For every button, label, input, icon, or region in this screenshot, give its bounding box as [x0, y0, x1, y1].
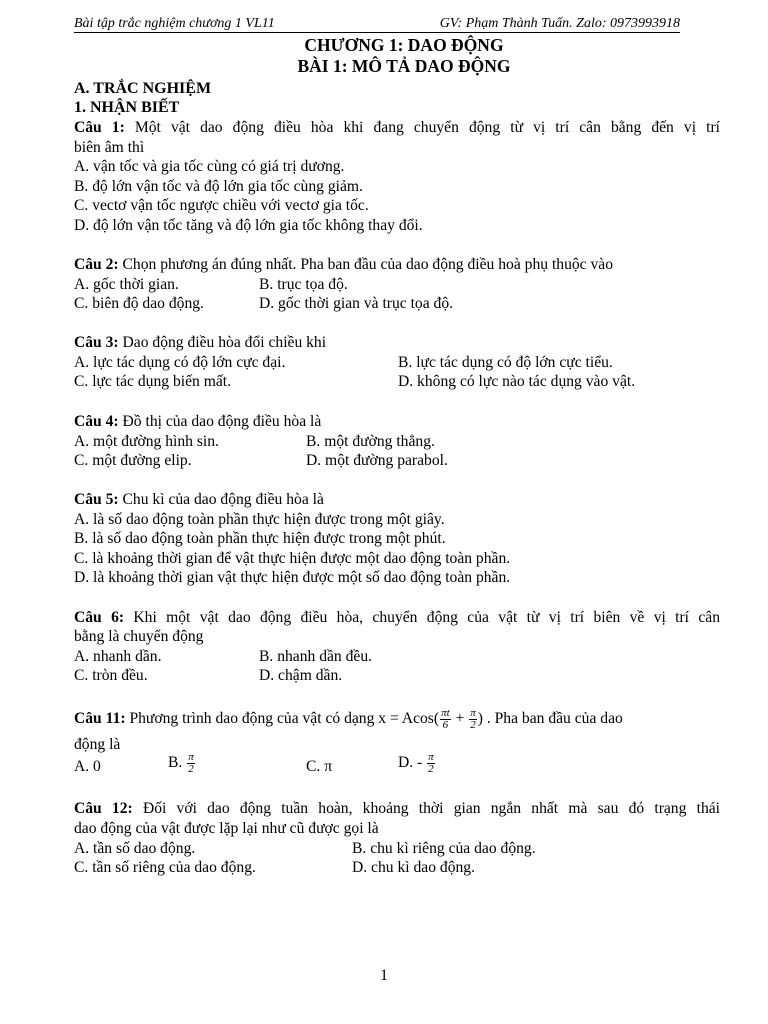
question-2-label: Câu 2:	[74, 256, 119, 273]
page-header	[74, 12, 680, 33]
question-4-label: Câu 4:	[74, 413, 119, 430]
question-12-line-1	[74, 799, 720, 819]
page-number: 1	[380, 967, 388, 984]
fraction-numerator: πt	[441, 707, 450, 719]
question-2-option-b: B. trục tọa độ.	[259, 276, 348, 293]
question-6-option-b: B. nhanh dần đều.	[259, 648, 373, 665]
option-b-fraction	[187, 752, 195, 775]
question-5-line	[74, 490, 324, 510]
question-12-option-b: B. chu kì riêng của dao động.	[352, 840, 536, 857]
fraction-denominator: 2	[188, 763, 194, 775]
question-6-option-d: D. chậm dần.	[259, 667, 343, 684]
question-11-plus: +	[451, 710, 469, 728]
question-4-option-b: B. một đường thẳng.	[306, 433, 435, 450]
question-11-option-d	[398, 752, 436, 775]
question-11-option-a: A. 0	[74, 758, 101, 775]
question-1-line-1	[74, 118, 720, 138]
header-right: GV: Phạm Thành Tuấn. Zalo: 0973993918	[439, 16, 680, 31]
question-1-option-c: C. vectơ vận tốc ngược chiều với vectơ gia tốc.	[74, 197, 369, 214]
question-4-text: Đồ thị của dao động điều hòa là	[118, 413, 322, 430]
question-1-option-d: D. độ lớn vận tốc tăng và độ lớn gia tốc không thay đổi.	[74, 217, 423, 234]
question-1-option-b: B. độ lớn vận tốc và độ lớn gia tốc cùng giảm.	[74, 178, 363, 195]
question-1-label: Câu 1:	[74, 119, 125, 136]
option-d-fraction	[427, 752, 435, 775]
question-12-text: Đối với dao động tuần hoàn, khoảng thời gian ngắn nhất mà sau đó trạng thái	[132, 800, 720, 817]
question-5-option-b: B. là số dao động toàn phần thực hiện được trong một phút.	[74, 530, 446, 547]
question-2-option-c: C. biên độ dao động.	[74, 295, 204, 312]
question-6-text: Khi một vật dao động điều hòa, chuyển động của vật từ vị trí biên về vị trí cân	[124, 609, 720, 626]
lesson-title: BÀI 1: MÔ TẢ DAO ĐỘNG	[297, 56, 511, 76]
question-11-option-c: C. π	[306, 758, 333, 775]
question-5-text: Chu kì của dao động điều hòa là	[118, 491, 324, 508]
question-2-option-a: A. gốc thời gian.	[74, 276, 179, 293]
question-3-option-c: C. lực tác dụng biến mất.	[74, 373, 231, 390]
question-12-option-c: C. tần số riêng của dao động.	[74, 859, 256, 876]
question-3-option-a: A. lực tác dụng có độ lớn cực đại.	[74, 354, 286, 371]
header-left: Bài tập trắc nghiệm chương 1 VL11	[74, 16, 275, 31]
question-4-option-a: A. một đường hình sin.	[74, 433, 219, 450]
question-6-option-c: C. tròn đều.	[74, 667, 148, 684]
question-11-fraction-1	[440, 708, 451, 731]
question-5-option-c: C. là khoảng thời gian để vật thực hiện được một dao động toàn phần.	[74, 550, 511, 567]
question-11-text: Phương trình dao động của vật có dạng x = Acos(	[125, 710, 440, 728]
question-12-option-a: A. tần số dao động.	[74, 840, 196, 857]
fraction-denominator: 2	[428, 763, 434, 775]
section-heading: A. TRẮC NGHIỆM	[74, 80, 212, 97]
question-3-text: Dao động điều hòa đổi chiều khi	[118, 334, 327, 351]
question-4-line	[74, 412, 321, 432]
question-11-line-2: động là	[74, 736, 121, 753]
question-4-option-d: D. một đường parabol.	[306, 452, 448, 469]
option-prefix: B.	[168, 754, 187, 772]
fraction-numerator: π	[428, 751, 434, 763]
question-11-line-1	[74, 708, 623, 731]
question-3-label: Câu 3:	[74, 334, 119, 351]
question-12-line-2: dao động của vật được lặp lại như cũ được gọi là	[74, 820, 379, 837]
question-12-option-d: D. chu kì dao động.	[352, 859, 475, 876]
question-11-option-b	[168, 752, 196, 775]
question-3-option-d: D. không có lực nào tác dụng vào vật.	[398, 373, 636, 390]
fraction-denominator: 2	[470, 719, 476, 731]
question-4-option-c: C. một đường elip.	[74, 452, 192, 469]
question-2-line	[74, 255, 613, 275]
question-5-option-a: A. là số dao động toàn phần thực hiện được trong một giây.	[74, 511, 445, 528]
subsection-heading: 1. NHẬN BIẾT	[74, 99, 180, 116]
option-prefix: D. -	[398, 754, 427, 772]
question-2-option-d: D. gốc thời gian và trục tọa độ.	[259, 295, 454, 312]
question-3-option-b: B. lực tác dụng có độ lớn cực tiểu.	[398, 354, 613, 371]
question-6-option-a: A. nhanh dần.	[74, 648, 162, 665]
question-1-option-a: A. vận tốc và gia tốc cùng có giá trị dương.	[74, 158, 345, 175]
question-11-fraction-2	[469, 708, 477, 731]
fraction-numerator: π	[470, 707, 476, 719]
question-12-label: Câu 12:	[74, 800, 133, 817]
question-5-option-d: D. là khoảng thời gian vật thực hiện được một số dao động toàn phần.	[74, 569, 511, 586]
question-2-text: Chọn phương án đúng nhất. Pha ban đầu của dao động điều hoà phụ thuộc vào	[118, 256, 614, 273]
chapter-title: CHƯƠNG 1: DAO ĐỘNG	[304, 35, 504, 55]
question-6-line-1	[74, 608, 720, 628]
question-1-text: Một vật dao động điều hòa khi đang chuyển động từ vị trí cân bằng đến vị trí	[124, 119, 721, 136]
question-11-label: Câu 11:	[74, 710, 126, 728]
question-1-line-2: biên âm thì	[74, 139, 145, 156]
question-6-label: Câu 6:	[74, 609, 125, 626]
question-6-line-2: bằng là chuyển động	[74, 628, 204, 645]
question-11-text-post: ) . Pha ban đầu của dao	[477, 710, 623, 728]
question-3-line	[74, 333, 326, 353]
fraction-numerator: π	[188, 751, 194, 763]
question-5-label: Câu 5:	[74, 491, 119, 508]
fraction-denominator: 6	[442, 719, 449, 731]
